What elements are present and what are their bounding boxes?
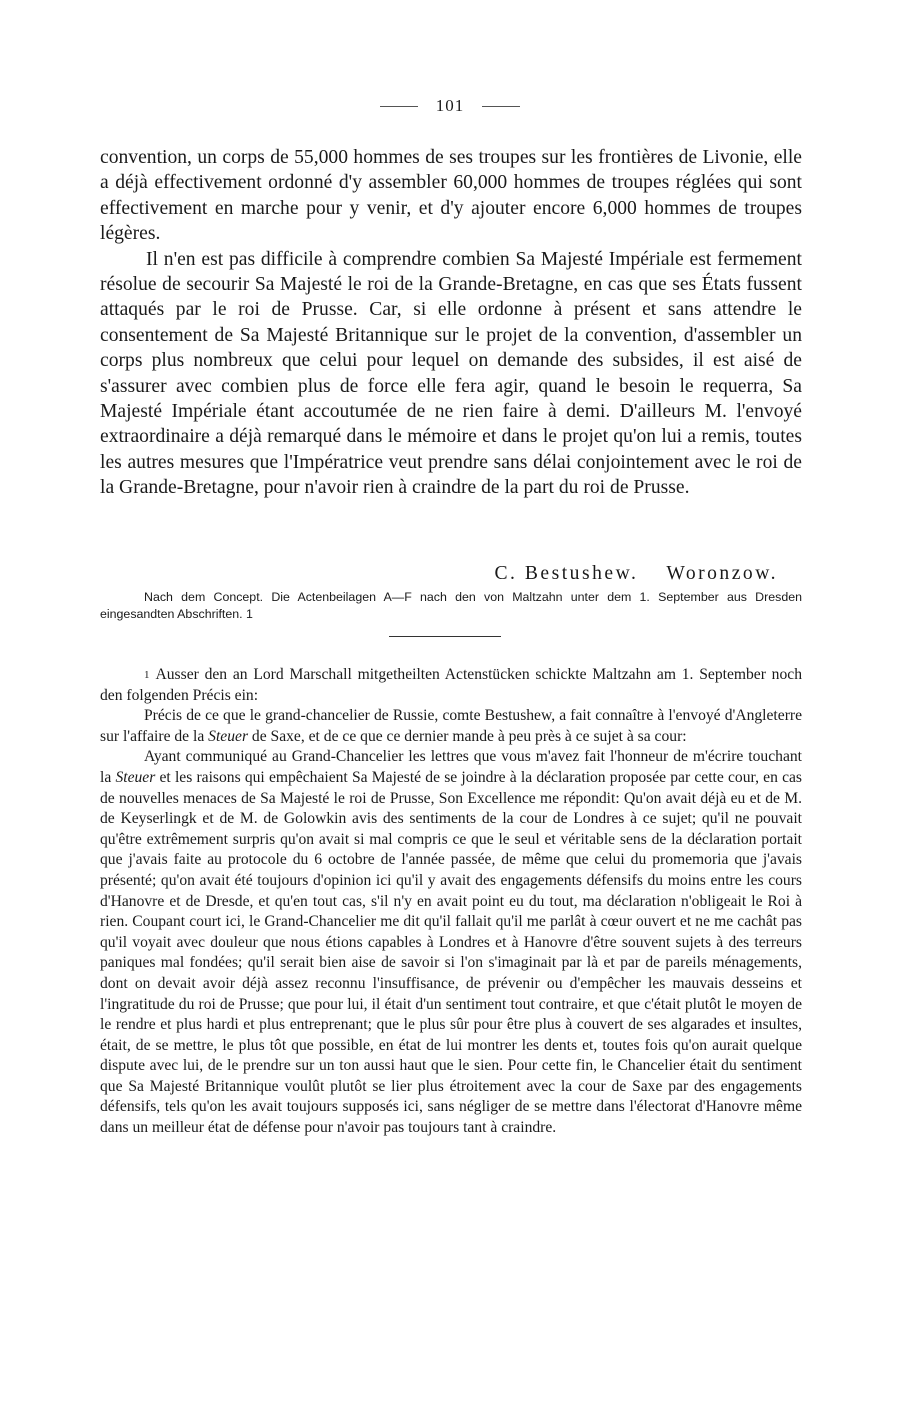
main-text <box>100 145 802 501</box>
signature-bestushew: C. Bestushew. <box>494 563 639 584</box>
precis-title-part-a: Précis de ce que le grand-chancelier de Russie, comte Bestushew, a fait connaître à l'envoyé d'Angleterre sur l'affaire de la <box>100 707 802 745</box>
footnotes <box>100 665 802 1139</box>
precis-title-steuer: Steuer <box>208 727 249 745</box>
page-header <box>0 96 900 120</box>
precis-body-part-a: Ayant communiqué au Grand-Chancelier les lettres que vous m'avez fait l'honneur de m'écrire touchant la <box>100 748 802 786</box>
page-number: 101 <box>435 96 465 115</box>
precis-body <box>100 747 802 1138</box>
precis-body-steuer: Steuer <box>115 768 156 786</box>
footnote-intro <box>100 665 802 706</box>
header-rule-left <box>380 106 418 107</box>
header-rule-right <box>482 106 520 107</box>
precis-title-part-b: de Saxe, et de ce que ce dernier mande à peu près à ce sujet à sa cour: <box>248 727 687 745</box>
footnote-separator <box>389 636 501 637</box>
footnote-marker: 1 <box>144 669 150 681</box>
precis-body-part-b: et les raisons qui empêchaient Sa Majesté de se joindre à la déclaration proposée par cette cour, en cas de nouvelles menaces de Sa Majesté le roi de Prusse, Son Excellence me répondit: Qu'on avait déjà eu et de M. de Keyserlingk et de M. de Golowkin avis des sentiments de la cour de Londres à ce sujet; qu'il ne pouvait qu'être extrêmement surpris qu'on avait si mal compris ce que le seul et véritable sens de la déclaration portait que j'avais faite au protocole du 6 octobre de l'année passée, de même que celui du promemoria que j'avais présenté; qu'on avait été toujours d'opinion ici qu'il y avait des engagements défensifs du moins entre les cours d'Hanovre et de Dresde, et qu'en tout cas, s'il n'y en avait point eu du tout, ma déclaration n'obligeait le Roi à rien. Coupant court ici, le Grand-Chancelier me dit qu'il fallait qu'il me parlât à cœur ouvert et ne me cachât pas qu'il voyait avec douleur que nous étions capables à Londres et à Hanovre d'être souvent sujets à des terreurs paniques mal fondées; qu'il serait bien aise de savoir si l'on s'imaginait par là et par de pareils ménagements, dont on devait avoir déjà assez reconnu l'insuffisance, de prévenir ou d'empêcher les mauvais desseins et l'ingratitude du roi de Prusse; que pour lui, il était d'un sentiment tout contraire, et que c'était plutôt le moyen de le rendre et plus hardi et plus entreprenant; que le plus sûr pour être plus à couvert de ses algarades et insultes, était, de se mettre, le plus tôt que possible, en état de lui montrer les dents et, toutes fois qu'on aurait quelque dispute avec lui, de le prendre sur un ton aussi haut que le sien. Pour cette fin, le Chancelier était du sentiment que Sa Majesté Britannique voulût plutôt se lier plus étroitement avec la cour de Saxe par des engagements défensifs, tels qu'on les avait toujours supposés ici, sans négliger de se mettre dans l'électorat d'Hanovre même dans un meilleur état de défense pour n'avoir pas toujours tant à craindre. <box>100 768 802 1137</box>
precis-title <box>100 706 802 747</box>
main-paragraph-1: convention, un corps de 55,000 hommes de ses troupes sur les frontières de Livonie, elle a déjà effectivement ordonné d'y assembler 60,000 hommes de troupes réglées qui sont effectivement en marche pour y venir, et d'y ajouter encore 6,000 hommes de troupes légères. <box>100 147 802 245</box>
footnote-intro-text: Ausser den an Lord Marschall mitgetheilten Actenstücken schickte Maltzahn am 1. September noch den folgenden Précis ein: <box>100 666 802 704</box>
signature <box>494 563 778 585</box>
source-note: Nach dem Concept. Die Actenbeilagen A—F nach den von Maltzahn unter dem 1. September aus Dresden eingesandten Abschriften. 1 <box>100 590 802 621</box>
main-paragraph-2: Il n'en est pas difficile à comprendre combien Sa Majesté Impériale est fermement résolue de secourir Sa Majesté le roi de la Grande-Bretagne, en cas que ses États fussent attaqués par le roi de Prusse. Car, si elle ordonne à présent et sans attendre le consentement de Sa Majesté Britannique sur le projet de la convention, d'assembler un corps plus nombreux que celui pour lequel on demande des subsides, il est aisé de s'assurer avec combien plus de force elle fera agir, quand le besoin le requerra, Sa Majesté Impériale étant accoutumée de ne rien faire à demi. D'ailleurs M. l'envoyé extraordinaire a déjà remarqué dans le mémoire et dans le projet qu'on lui a remis, toutes les autres mesures que l'Impératrice veut prendre sans délai conjointement avec le roi de la Grande-Bretagne, pour n'avoir rien à craindre de la part du roi de Prusse. <box>100 248 802 499</box>
signature-woronzow: Woronzow. <box>666 563 778 584</box>
